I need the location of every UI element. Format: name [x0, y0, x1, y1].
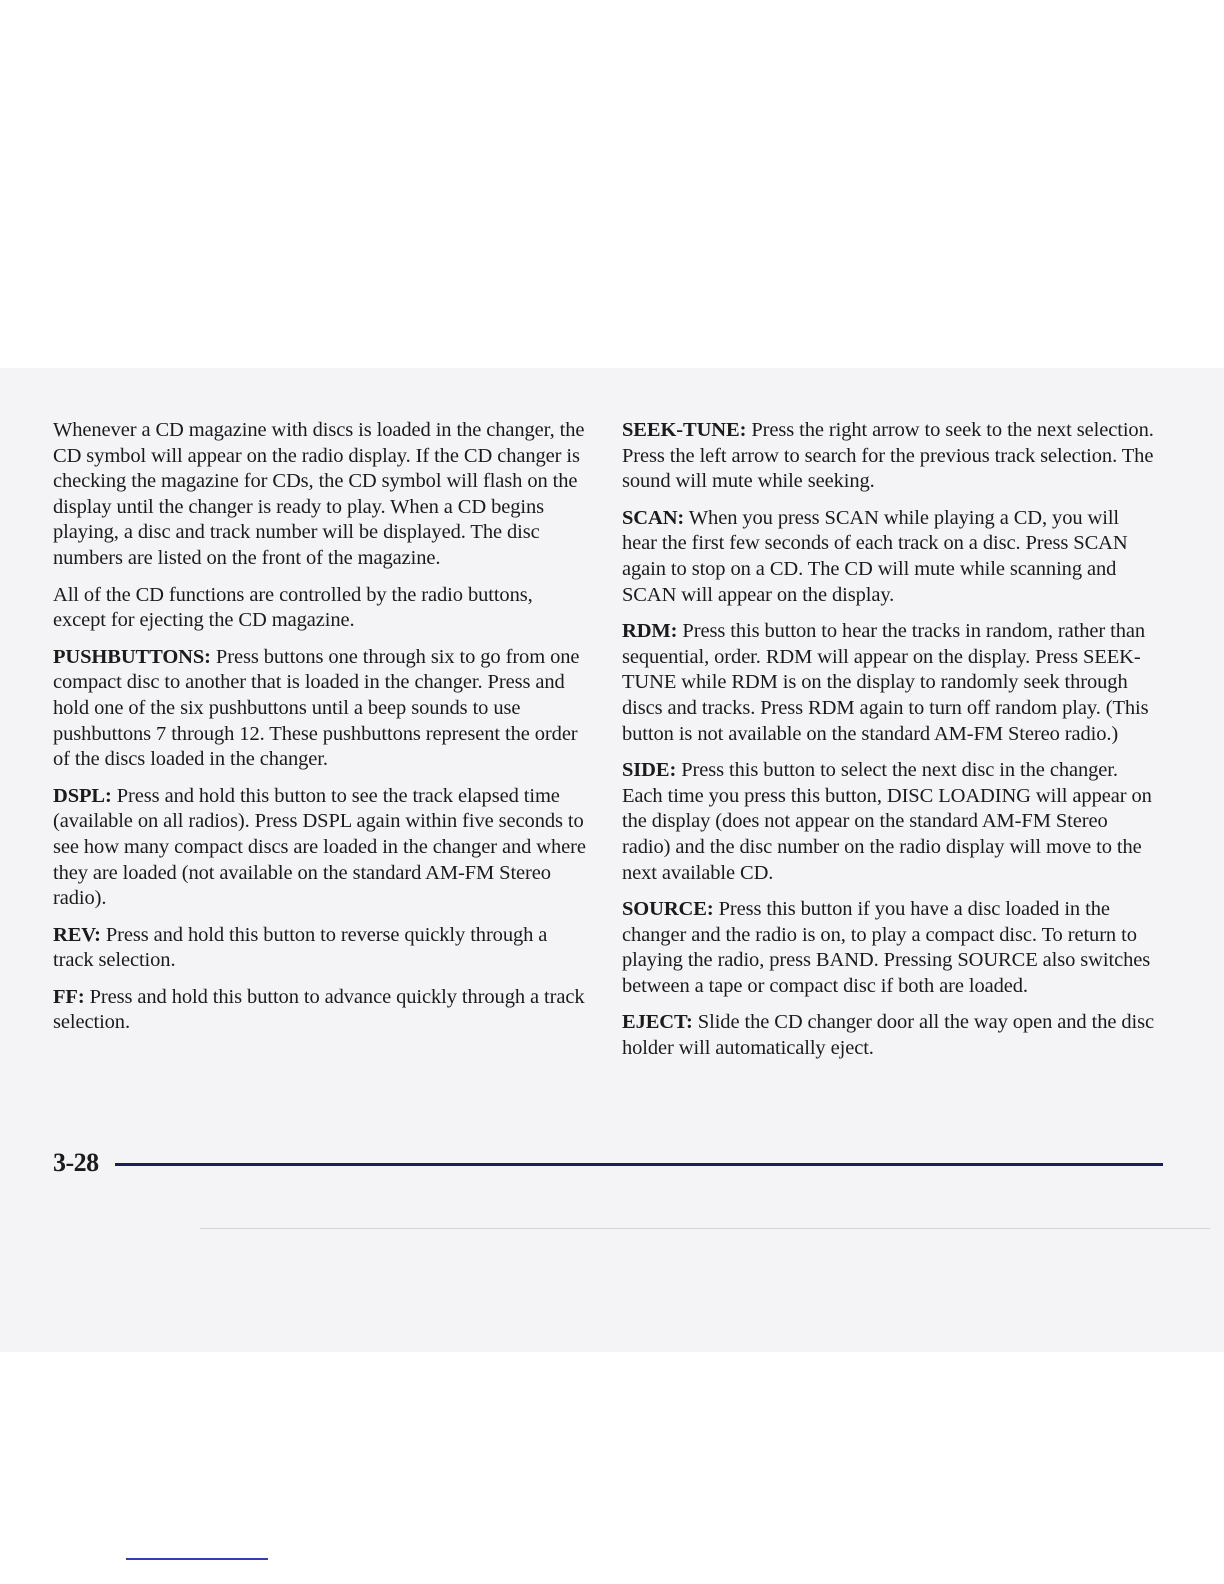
paragraph-source: [622, 897, 1157, 999]
paragraph-text: All of the CD functions are controlled by the radio buttons, except for ejecting the CD magazine.: [53, 583, 533, 632]
paragraph-text: Press buttons one through six to go from one compact disc to another that is loaded in the changer. Press and hold one of the six pushbuttons until a beep sounds to use pushbuttons 7 through 12. These pushbuttons represent the order of the discs loaded in the changer.: [53, 645, 580, 771]
paragraph-term: SIDE:: [622, 759, 677, 782]
paragraph-pushbuttons: [53, 645, 588, 773]
page-number: 3-28: [53, 1148, 99, 1177]
paragraph-seek-tune: [622, 418, 1157, 495]
paragraph-term: SEEK-TUNE:: [622, 419, 747, 441]
paragraph-functions: [53, 583, 588, 634]
left-column: [53, 418, 588, 1047]
paragraph-rev: [53, 923, 588, 974]
paragraph-text: Whenever a CD magazine with discs is loaded in the changer, the CD symbol will appear on the radio display. If the CD changer is checking the magazine for CDs, the CD symbol will flash on the display until the changer is ready to play. When a CD begins playing, a disc and track number will be displayed. The disc numbers are listed on the front of the magazine.: [53, 419, 585, 569]
paragraph-scan: [622, 506, 1157, 608]
footer-rule: [115, 1163, 1163, 1166]
paragraph-text: Press this button to select the next disc in the changer. Each time you press this button, DISC LOADING will appear on the display (does not appear on the standard AM-FM Stereo radio) and the disc number on the radio display will move to the next available CD.: [622, 759, 1152, 884]
paragraph-term: EJECT:: [622, 1011, 693, 1034]
bottom-link-underline: [126, 1558, 268, 1560]
paragraph-term: SCAN:: [622, 506, 685, 529]
right-column: [622, 418, 1157, 1073]
paragraph-text: Press and hold this button to see the track elapsed time (available on all radios). Press DSPL again within five seconds to see how many compact discs are loaded in the changer and where they are loaded (not available on the standard AM-FM Stereo radio).: [53, 784, 586, 910]
paragraph-term: REV:: [53, 923, 101, 946]
scan-artifact-rule: [200, 1228, 1210, 1229]
paragraph-dspl: [53, 784, 588, 912]
paragraph-text: Press the right arrow to seek to the next selection. Press the left arrow to search for the previous track selection. The sound will mute while seeking.: [622, 419, 1154, 493]
paragraph-term: RDM:: [622, 620, 678, 643]
paragraph-text: Press and hold this button to advance quickly through a track selection.: [53, 985, 585, 1034]
paragraph-ff: [53, 985, 588, 1036]
paragraph-side: [622, 758, 1157, 886]
paragraph-text: When you press SCAN while playing a CD, you will hear the first few seconds of each track on a disc. Press SCAN again to stop on a CD. The CD will mute while scanning and SCAN will appear on the display.: [622, 506, 1128, 606]
paragraph-text: Press this button if you have a disc loaded in the changer and the radio is on, to play a compact disc. To return to playing the radio, press BAND. Pressing SOURCE also switches between a tape or compact disc if both are loaded.: [622, 898, 1151, 997]
paragraph-term: PUSHBUTTONS:: [53, 645, 211, 668]
paragraph-text: Press this button to hear the tracks in random, rather than sequential, order. RDM will appear on the display. Press SEEK-TUNE while RDM is on the display to randomly seek through discs and tracks. Press RDM again to turn off random play. (This button is not available on the standard AM-FM Stereo radio.): [622, 620, 1149, 745]
paragraph-rdm: [622, 619, 1157, 747]
page-footer: [53, 1147, 1163, 1179]
paragraph-intro: [53, 418, 588, 572]
paragraph-term: FF:: [53, 985, 85, 1008]
paragraph-term: SOURCE:: [622, 898, 714, 921]
paragraph-text: Press and hold this button to reverse quickly through a track selection.: [53, 923, 548, 972]
paragraph-text: Slide the CD changer door all the way open and the disc holder will automatically eject.: [622, 1011, 1154, 1060]
paragraph-term: DSPL:: [53, 784, 112, 807]
paragraph-eject: [622, 1010, 1157, 1061]
